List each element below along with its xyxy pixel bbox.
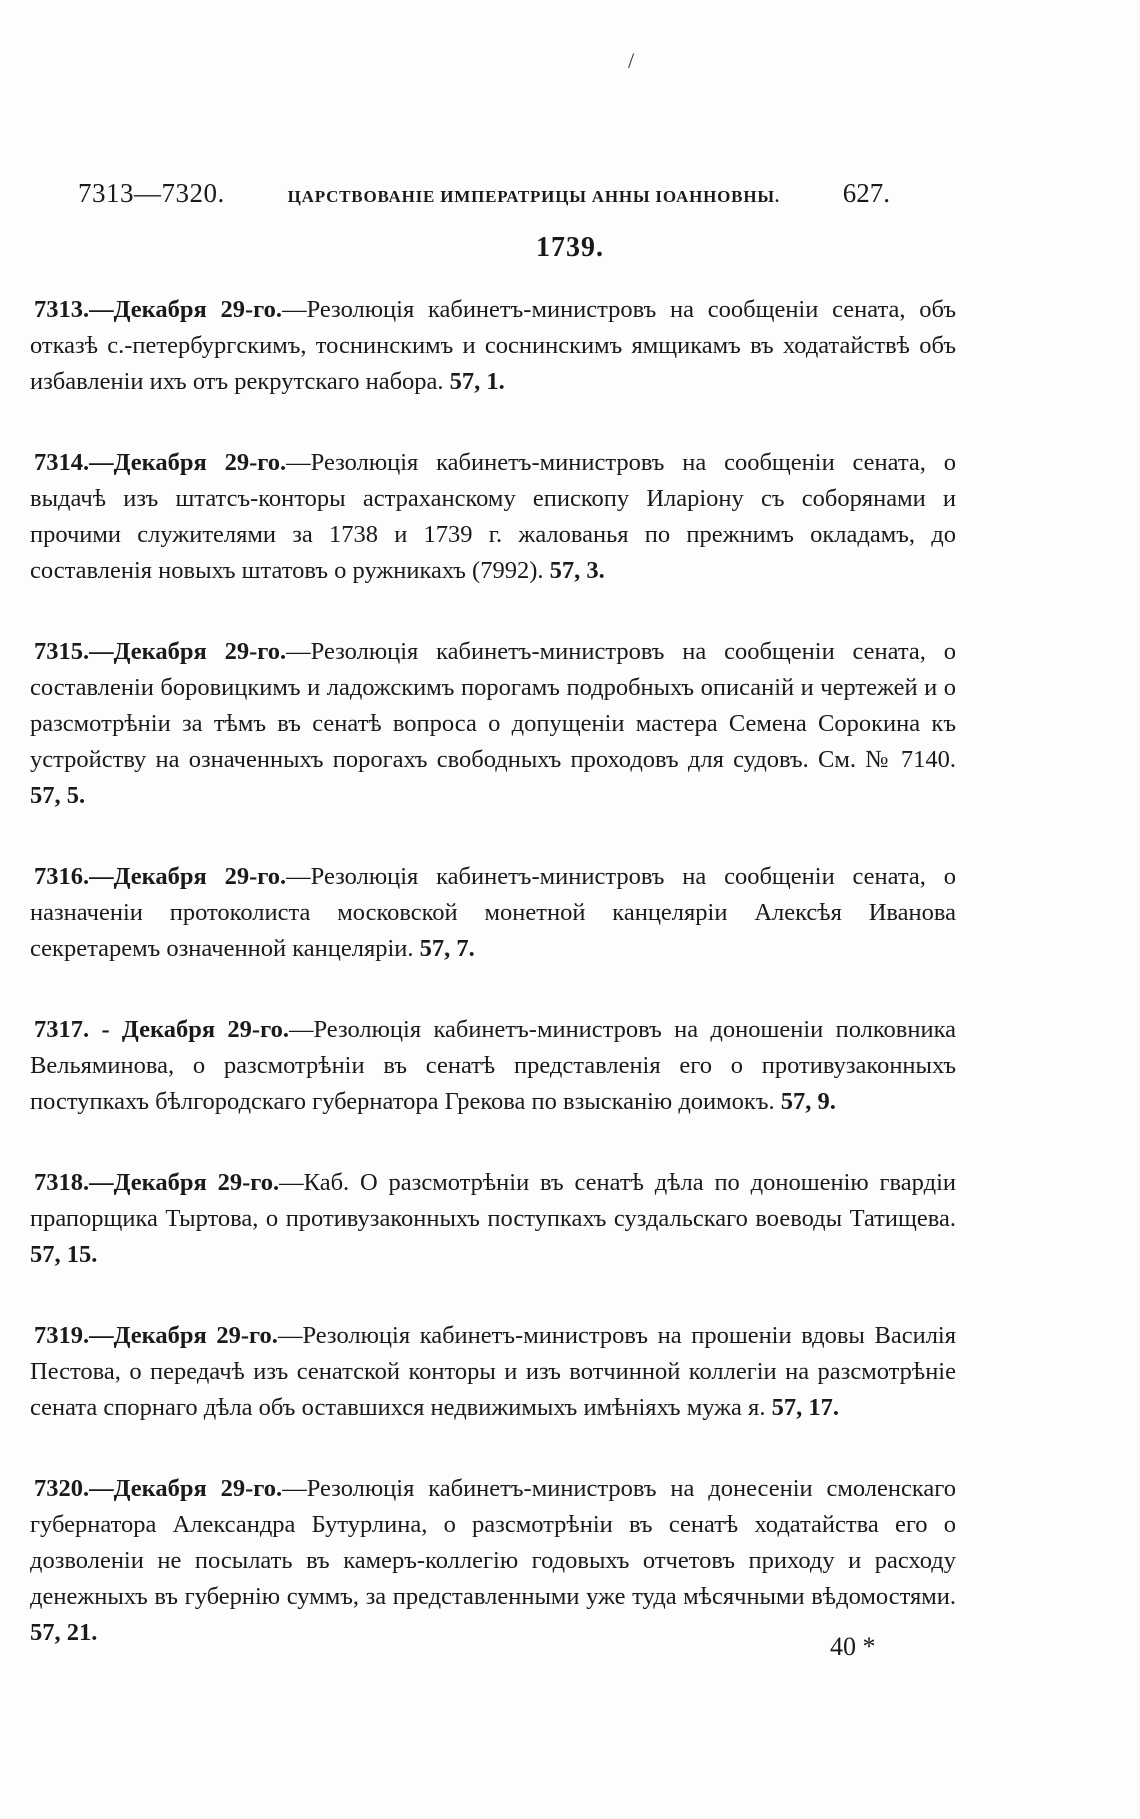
entry [30,445,956,589]
entry-date: —Декабря 29-го. [89,1322,278,1349]
entry-reference: 57, 7. [419,935,475,962]
entry-text: —Резолюція кабинетъ-министровъ на донесеніи смоленскаго губернатора Александра Бутурлина, о разсмотрѣніи въ сенатѣ ходатайства его о дозволеніи не посылать въ камеръ-коллегію годовыхъ отчетовъ приходу и расходу денежныхъ въ губернію суммъ, за представленными уже туда мѣсячными вѣдомостями. [30,1475,956,1610]
entry-text: —Резолюція кабинетъ-министровъ на сообщеніи сената, о составленіи боровицкимъ и ладожскимъ порогамъ подробныхъ описаній и чертежей и о разсмотрѣніи за тѣмъ въ сенатѣ вопроса о допущеніи мастера Семена Сорокина къ устройству на означенныхъ порогахъ свободныхъ проходовъ для судовъ. См. № 7140. [30,638,956,773]
entry-text: —Резолюція кабинетъ-министровъ на сообщеніи сената, объ отказѣ с.-петербургскимъ, тоснинскимъ и сoснинскимъ ямщикамъ въ ходатайствѣ объ избавленіи ихъ отъ рекрутскаго набора. [30,296,956,395]
entry [30,1165,956,1273]
entry-date: —Декабря 29-го. [89,1169,280,1196]
entry-text: —Резолюція кабинетъ-министровъ на прошеніи вдовы Василія Пестова, о передачѣ изъ сенатской конторы и изъ вотчинной коллегіи на разсмотрѣніе сената спорнаго дѣла объ оставшихся недвижимыхъ имѣніяхъ мужа я. [30,1322,956,1421]
year-heading: 1739. [536,232,604,263]
entry-number: 7318. [34,1169,90,1196]
entry [30,859,956,967]
entries-list [30,292,956,1696]
stray-mark: / [628,48,635,73]
entry-number: 7319. [34,1322,90,1349]
entry-number: 7316. [34,863,90,890]
entry-number: 7313. [34,296,90,323]
entry-reference: 57, 5. [30,782,86,809]
running-head [78,178,890,209]
page-number: 627. [842,178,890,208]
entry-reference: 57, 1. [449,368,505,395]
entry [30,292,956,400]
entry-number: 7315. [34,638,90,665]
entry-number: 7314. [34,449,90,476]
entry-reference: 57, 9. [780,1088,836,1115]
entry-reference: 57, 17. [771,1394,839,1421]
entry-date: —Декабря 29-го. [89,449,287,476]
entry-date: —Декабря 29-го. [89,638,287,665]
entry [30,1012,956,1120]
entry-number: 7317. [34,1016,90,1043]
entry-reference: 57, 15. [30,1241,98,1268]
entry-text: —Резолюція кабинетъ-министровъ на сообщеніи сената, о назначеніи протоколиста московской монетной канцеляріи Алексѣя Иванова секретаремъ означенной канцеляріи. [30,863,956,962]
entry-text: —Резолюція кабинетъ-министровъ на доношеніи полковника Вельяминова, о разсмотрѣніи въ сенатѣ представленія его о противузаконныхъ поступкахъ бѣлгородскаго губернатора Грекова по взысканію доимокъ. [30,1016,956,1115]
entry-date: - Декабря 29-го. [89,1016,289,1043]
entry [30,1471,956,1651]
entry-reference: 57, 3. [549,557,605,584]
entry-range: 7313—7320. [78,178,225,208]
entry-date: —Декабря 29-го. [89,296,283,323]
running-title: ЦАРСТВОВАНІЕ ИМПЕРАТРИЦЫ АННЫ ІОАННОВНЫ. [287,187,780,206]
entry-text: —Резолюція кабинетъ-министровъ на сообщеніи сената, о выдачѣ изъ штатсъ-конторы астраханскому епископу Иларіону съ соборянами и прочими служителями за 1738 и 1739 г. жалованья по прежнимъ окладамъ, до составленія новыхъ штатовъ о ружникахъ (7992). [30,449,956,584]
entry-number: 7320. [34,1475,90,1502]
entry-date: —Декабря 29-го. [89,863,287,890]
entry-date: —Декабря 29-го. [89,1475,283,1502]
entry [30,1318,956,1426]
entry-reference: 57, 21. [30,1619,98,1646]
entry [30,634,956,814]
sheet-signature: 40 * [830,1632,876,1661]
entry-text: —Каб. О разсмотрѣніи въ сенатѣ дѣла по доношенію гвардіи прапорщика Тыртова, о противузаконныхъ поступкахъ суздальскаго воеводы Татищева. [30,1169,956,1232]
